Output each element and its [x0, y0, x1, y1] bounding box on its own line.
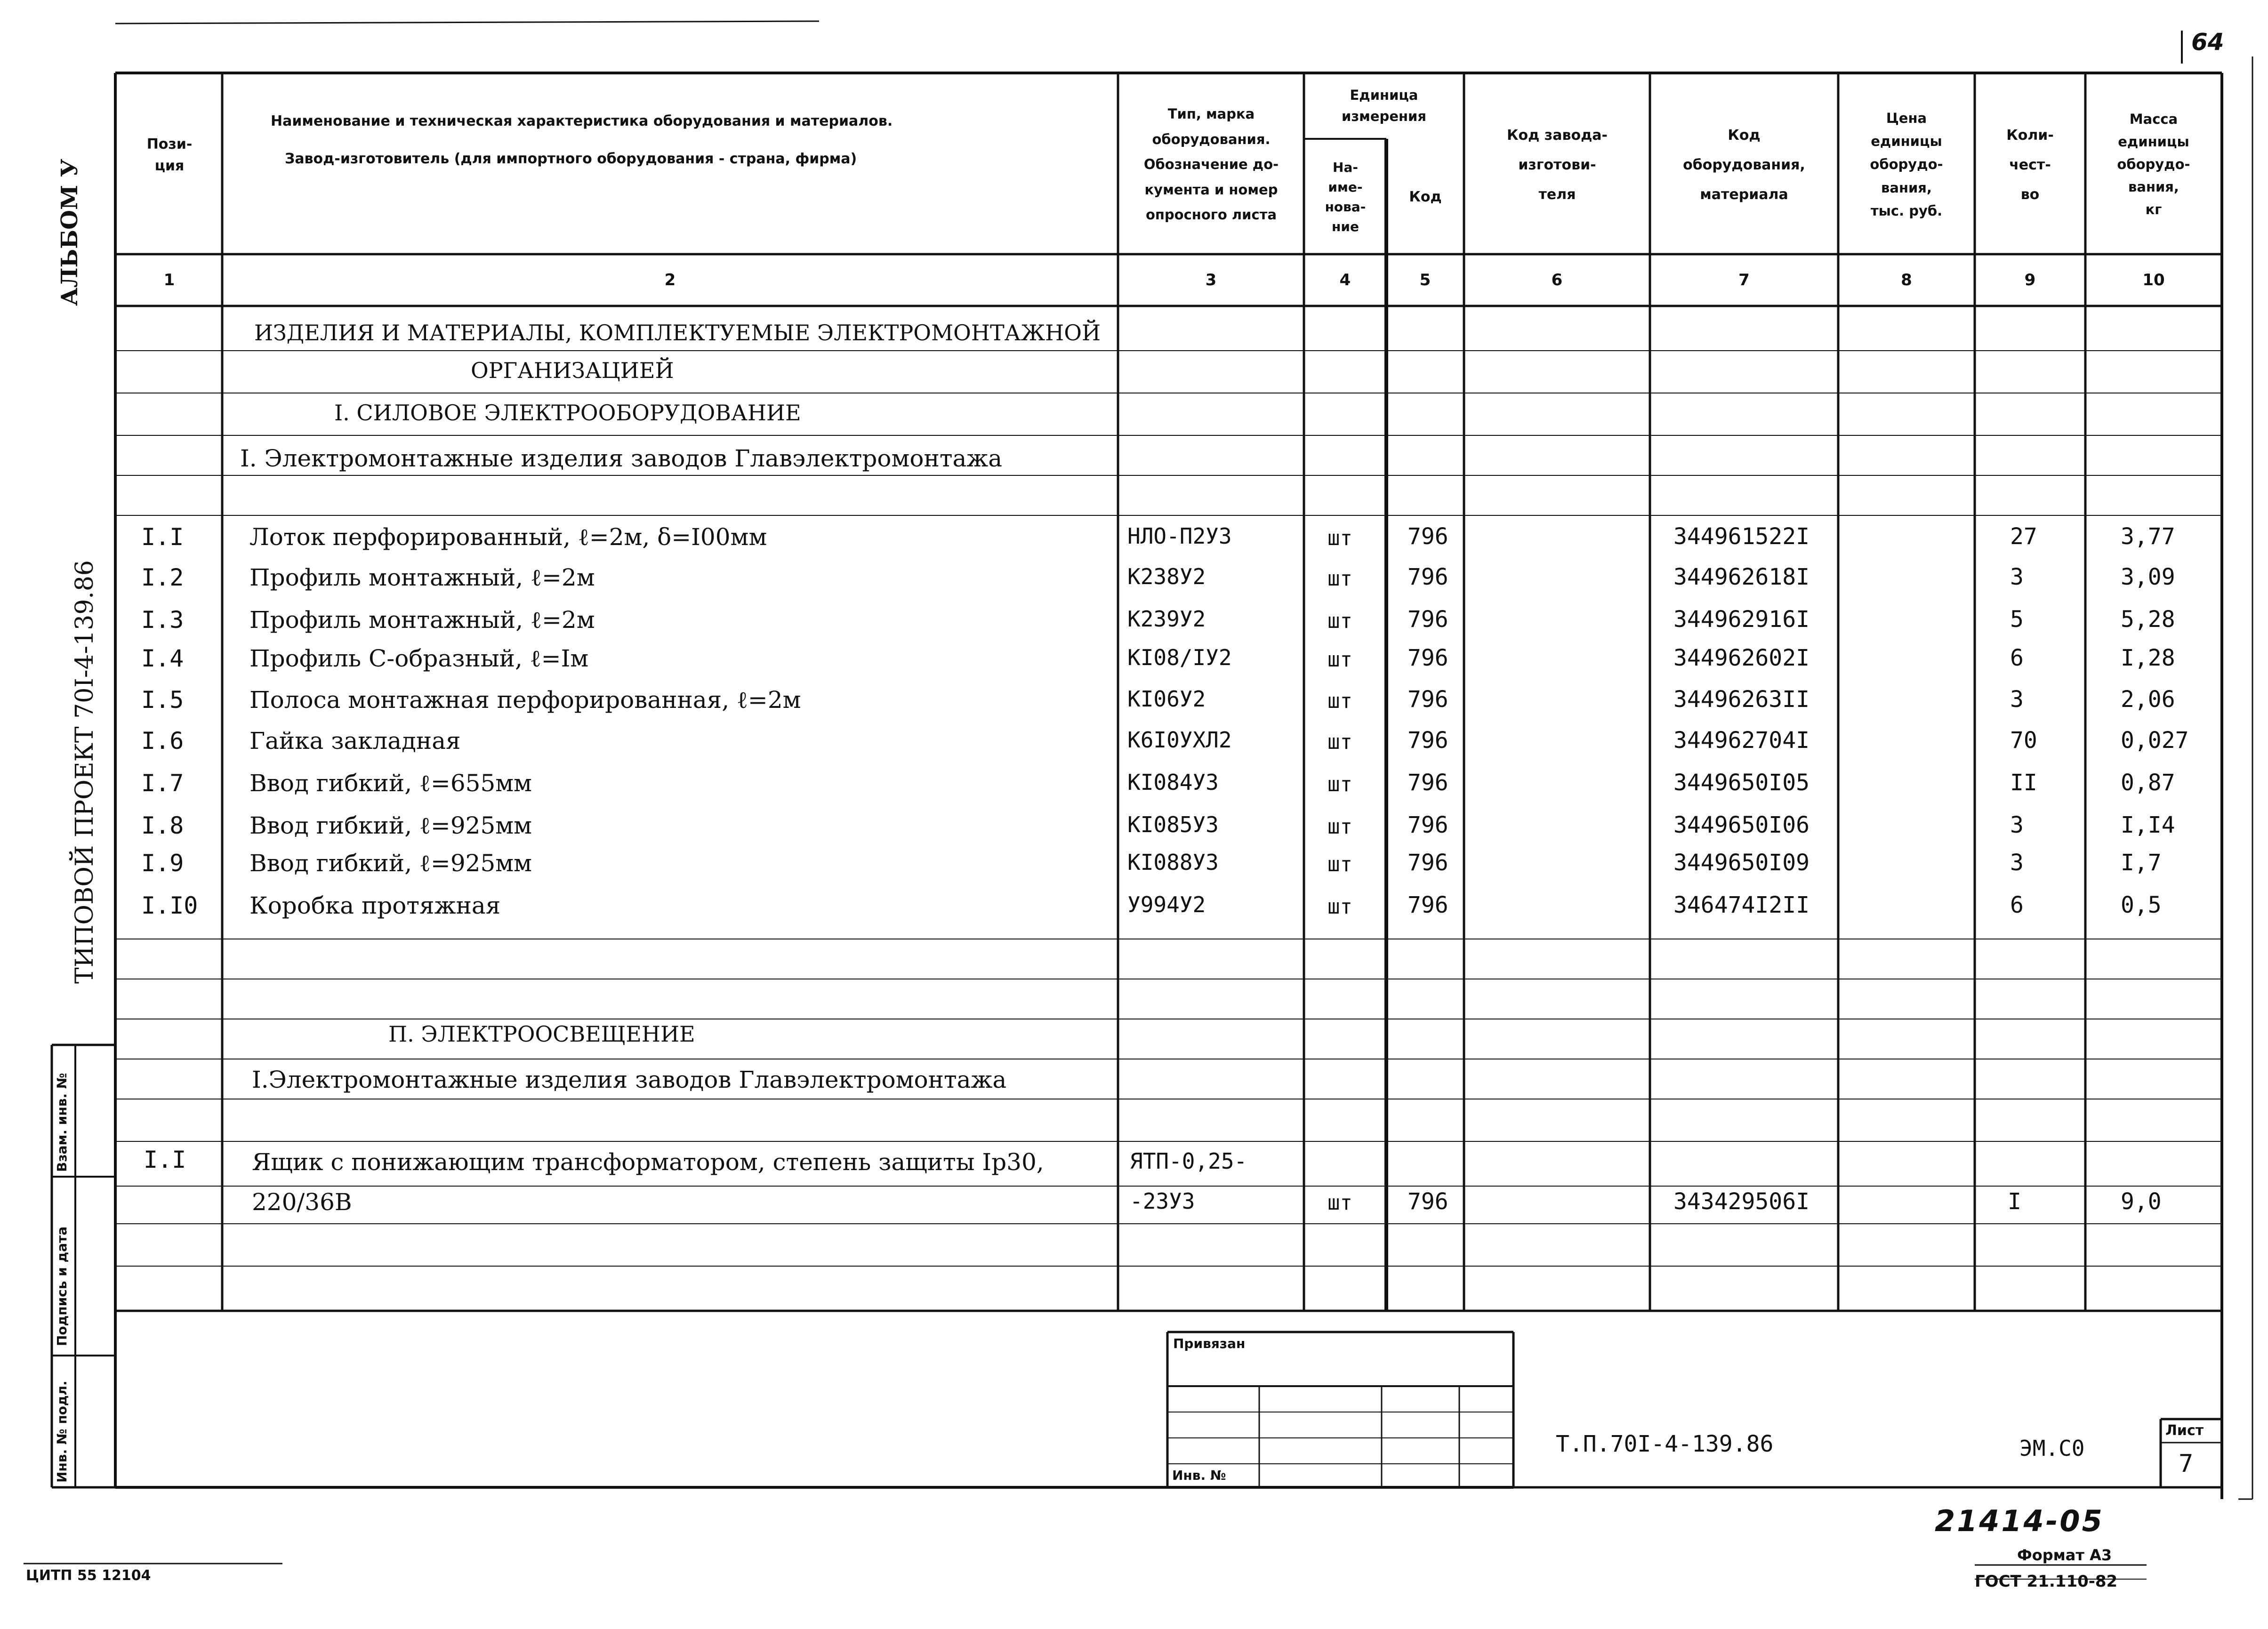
row-unit: шт — [1327, 730, 1352, 754]
header-unit-code: Код — [1409, 188, 1442, 205]
row-equipment-code: 3449650I09 — [1673, 850, 1810, 876]
stamp-signature-date: Подпись и дата — [54, 1226, 70, 1346]
section2-subheading: I.Электромонтажные изделия заводов Главэлектромонтажа — [252, 1066, 1007, 1093]
row-unit-code: 796 — [1407, 606, 1448, 633]
row-quantity: 3 — [2010, 812, 2024, 838]
row-type: К238У2 — [1127, 564, 1206, 589]
row-name: Профиль С-образный, ℓ=Iм — [249, 645, 589, 672]
row-type: К6I0УХЛ2 — [1127, 727, 1232, 753]
header-mass: Масса единицы оборудо- вания, кг — [2117, 111, 2190, 217]
light-row-qty: I — [2008, 1188, 2021, 1215]
row-position: I.I0 — [141, 892, 198, 919]
row-name: Ввод гибкий, ℓ=925мм — [249, 850, 532, 877]
row-quantity: 27 — [2010, 523, 2037, 550]
row-quantity: 6 — [2010, 892, 2024, 918]
light-row-type-line2: -23У3 — [1130, 1188, 1195, 1214]
row-type: КI088У3 — [1127, 850, 1219, 875]
row-unit-code: 796 — [1407, 892, 1448, 918]
row-equipment-code: 3449650I06 — [1673, 812, 1810, 838]
row-mass: I,7 — [2121, 850, 2162, 876]
row-mass: I,I4 — [2121, 812, 2175, 838]
light-row-code: 796 — [1407, 1188, 1448, 1215]
row-quantity: 6 — [2010, 645, 2024, 671]
colnum-5: 5 — [1419, 270, 1431, 289]
gost-label: ГОСТ 21.110-82 — [1975, 1572, 2118, 1591]
row-type: У994У2 — [1127, 892, 1206, 917]
stamp-attached-label: Привязан — [1173, 1336, 1246, 1351]
header-unit: Единица измерения — [1342, 87, 1426, 124]
row-unit: шт — [1327, 815, 1352, 839]
header-name-line1: Наименование и техническая характеристика оборудования и материалов. — [271, 113, 893, 129]
row-position: I.9 — [141, 850, 184, 877]
colnum-4: 4 — [1339, 270, 1351, 289]
doc-mark: ЭМ.С0 — [2019, 1436, 2085, 1461]
row-name: Профиль монтажный, ℓ=2м — [249, 606, 595, 634]
header-price: Цена единицы оборудо- вания, тыс. руб. — [1870, 110, 1943, 219]
stamp-inv-number-label: Инв. № — [1172, 1468, 1226, 1483]
row-unit: шт — [1327, 895, 1352, 919]
row-type: КI06У2 — [1127, 686, 1206, 712]
colnum-6: 6 — [1551, 270, 1563, 289]
row-mass: 0,87 — [2121, 770, 2175, 796]
colnum-9: 9 — [2024, 270, 2036, 289]
header-equipment-code: Код оборудования, материала — [1683, 127, 1805, 203]
row-position: I.I — [141, 523, 184, 551]
sheet-number: 7 — [2179, 1450, 2194, 1478]
section1-subheading: I. Электромонтажные изделия заводов Главэлектромонтажа — [240, 445, 1003, 472]
header-factory-code: Код завода- изготови- теля — [1507, 127, 1608, 203]
row-quantity: II — [2010, 770, 2037, 796]
page-number: 64 — [2191, 28, 2224, 56]
light-row-type-line1: ЯТП-0,25- — [1130, 1148, 1247, 1174]
row-mass: 0,027 — [2121, 727, 2189, 754]
row-quantity: 3 — [2010, 564, 2024, 590]
row-mass: 3,77 — [2121, 523, 2175, 550]
row-type: НЛО-П2У3 — [1127, 523, 1232, 549]
header-quantity: Коли- чест- во — [2006, 127, 2054, 203]
row-type: КI08/IУ2 — [1127, 645, 1232, 670]
section-main-heading-line2: ОРГАНИЗАЦИЕЙ — [471, 358, 674, 383]
header-position: Пози- ция — [146, 136, 193, 174]
header-name — [226, 113, 1116, 167]
colnum-7: 7 — [1738, 270, 1750, 289]
row-name: Коробка протяжная — [249, 892, 501, 919]
row-position: I.8 — [141, 812, 184, 839]
row-name: Лоток перфорированный, ℓ=2м, δ=I00мм — [249, 523, 767, 551]
row-unit: шт — [1327, 526, 1352, 550]
colnum-10: 10 — [2142, 270, 2165, 289]
row-mass: I,28 — [2121, 645, 2175, 671]
handwritten-number: 21414-05 — [1935, 1504, 2104, 1538]
row-quantity: 5 — [2010, 606, 2024, 633]
header-type: Тип, марка оборудования. Обозначение до- кумента и номер опросного листа — [1143, 105, 1279, 223]
row-position: I.2 — [141, 564, 184, 591]
row-equipment-code: 344961522I — [1673, 523, 1810, 550]
row-quantity: 70 — [2010, 727, 2037, 754]
row-equipment-code: 344962602I — [1673, 645, 1810, 671]
row-unit-code: 796 — [1407, 850, 1448, 876]
row-mass: 3,09 — [2121, 564, 2175, 590]
row-position: I.7 — [141, 770, 184, 797]
light-row-position: I.I — [144, 1146, 186, 1173]
row-unit-code: 796 — [1407, 564, 1448, 590]
row-position: I.5 — [141, 686, 184, 714]
section-main-heading-line1: ИЗДЕЛИЯ И МАТЕРИАЛЫ, КОМПЛЕКТУЕМЫЕ ЭЛЕКТРОМОНТАЖНОЙ — [254, 320, 1101, 345]
light-row-mass: 9,0 — [2121, 1188, 2162, 1215]
section1-heading: I. СИЛОВОЕ ЭЛЕКТРООБОРУДОВАНИЕ — [334, 400, 801, 425]
album-label: АЛЬБОМ У — [56, 159, 83, 306]
light-row-unit: шт — [1327, 1191, 1352, 1215]
colnum-2: 2 — [664, 270, 676, 289]
project-label: ТИПОВОЙ ПРОЕКТ 70I-4-139.86 — [71, 560, 99, 984]
row-name: Ввод гибкий, ℓ=925мм — [249, 812, 532, 839]
sheet-label: Лист — [2165, 1422, 2204, 1439]
row-equipment-code: 34496263II — [1673, 686, 1810, 713]
row-mass: 5,28 — [2121, 606, 2175, 633]
row-unit: шт — [1327, 772, 1352, 796]
citp-label: ЦИТП 55 12104 — [26, 1567, 151, 1584]
colnum-8: 8 — [1901, 270, 1912, 289]
row-mass: 2,06 — [2121, 686, 2175, 713]
row-position: I.3 — [141, 606, 184, 634]
colnum-3: 3 — [1205, 270, 1217, 289]
row-position: I.6 — [141, 727, 184, 754]
row-unit: шт — [1327, 567, 1352, 591]
doc-code: Т.П.70I-4-139.86 — [1556, 1431, 1774, 1457]
row-type: К239У2 — [1127, 606, 1206, 632]
row-equipment-code: 346474I2II — [1673, 892, 1810, 918]
row-name: Профиль монтажный, ℓ=2м — [249, 564, 595, 591]
row-type: КI084У3 — [1127, 770, 1219, 795]
light-row-name-line2: 220/36В — [252, 1188, 352, 1216]
row-unit-code: 796 — [1407, 812, 1448, 838]
colnum-1: 1 — [163, 270, 175, 289]
row-unit: шт — [1327, 609, 1352, 633]
row-name: Гайка закладная — [249, 727, 461, 754]
row-equipment-code: 344962704I — [1673, 727, 1810, 754]
format-label: Формат А3 — [2017, 1546, 2112, 1564]
row-unit-code: 796 — [1407, 645, 1448, 671]
row-quantity: 3 — [2010, 686, 2024, 713]
light-row-equip-code: 343429506I — [1673, 1188, 1810, 1215]
stamp-replaced-inv: Взам. инв. № — [54, 1073, 70, 1172]
row-name: Ввод гибкий, ℓ=655мм — [249, 770, 532, 797]
row-unit-code: 796 — [1407, 727, 1448, 754]
row-name: Полоса монтажная перфорированная, ℓ=2м — [249, 686, 801, 714]
row-position: I.4 — [141, 645, 184, 672]
row-equipment-code: 3449650I05 — [1673, 770, 1810, 796]
stamp-inv-original: Инв. № подл. — [54, 1380, 70, 1483]
row-unit: шт — [1327, 852, 1352, 876]
row-quantity: 3 — [2010, 850, 2024, 876]
row-unit: шт — [1327, 648, 1352, 672]
light-row-name-line1: Ящик с понижающим трансформатором, степень защиты Iр30, — [252, 1148, 1044, 1176]
row-unit-code: 796 — [1407, 686, 1448, 713]
header-unit-name: На- име- нова- ние — [1325, 160, 1366, 234]
row-unit-code: 796 — [1407, 770, 1448, 796]
row-mass: 0,5 — [2121, 892, 2162, 918]
row-type: КI085У3 — [1127, 812, 1219, 837]
row-unit: шт — [1327, 689, 1352, 713]
row-unit-code: 796 — [1407, 523, 1448, 550]
header-name-line2: Завод-изготовитель (для импортного оборудования - страна, фирма) — [285, 151, 857, 167]
row-equipment-code: 344962618I — [1673, 564, 1810, 590]
row-equipment-code: 344962916I — [1673, 606, 1810, 633]
section2-heading: П. ЭЛЕКТРООСВЕЩЕНИЕ — [388, 1021, 695, 1047]
